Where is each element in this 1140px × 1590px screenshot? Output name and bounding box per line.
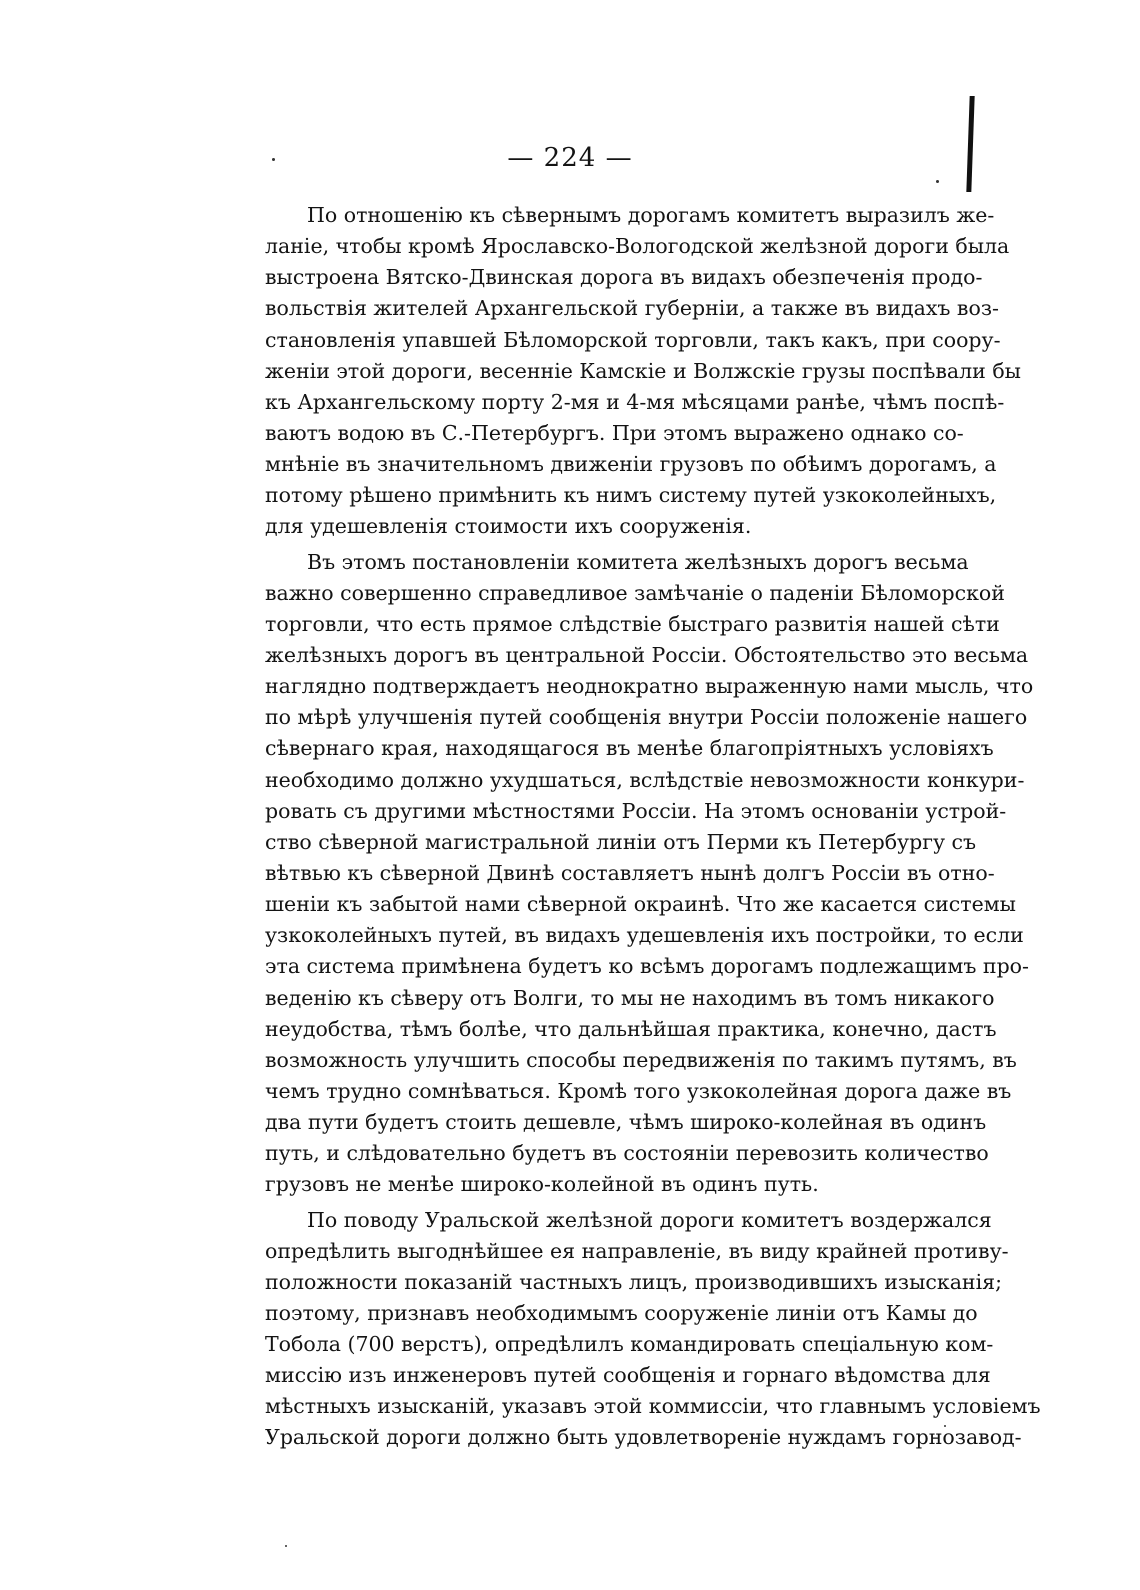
- text-line: два пути будетъ стоить дешевле, чѣмъ широко-колейная въ одинъ: [265, 1110, 987, 1135]
- text-line: По отношенію къ сѣвернымъ дорогамъ комитетъ выразилъ же-: [307, 203, 995, 227]
- text-line: мѣстныхъ изысканій, указавъ этой коммиссіи, что главнымъ условіемъ: [265, 1394, 1041, 1419]
- text-line: веденію къ сѣверу отъ Волги, то мы не находимъ въ томъ никакого: [265, 985, 995, 1010]
- scan-speck: [285, 1545, 287, 1547]
- text-line: необходимо должно ухудшаться, вслѣдствіе невозможности конкури-: [265, 767, 1025, 792]
- text-line: женіи этой дороги, весенніе Камскіе и Волжскіе грузы поспѣвали бы: [265, 358, 1021, 383]
- text-line: мнѣніе въ значительномъ движеніи грузовъ по обѣимъ дорогамъ, а: [265, 452, 997, 477]
- text-line: торговли, что есть прямое слѣдствіе быстраго развитія нашей сѣти: [265, 611, 1000, 636]
- text-line: эта система примѣнена будетъ ко всѣмъ дорогамъ подлежащимъ про-: [265, 954, 1029, 979]
- text-line: для удешевленія стоимости ихъ сооруженія.: [265, 514, 752, 539]
- paragraphs: [265, 200, 1041, 1454]
- text-line: важно совершенно справедливое замѣчаніе о паденіи Бѣломорской: [265, 580, 1005, 605]
- text-line: сѣвернаго края, находящагося въ менѣе благопріятныхъ условіяхъ: [265, 736, 994, 761]
- text-line: Уральской дороги должно быть удовлетвореніе нуждамъ горнозавод-: [265, 1425, 1022, 1450]
- text-line: по мѣрѣ улучшенія путей сообщенія внутри Россіи положеніе нашего: [265, 705, 1028, 730]
- text-line: грузовъ не менѣе широко-колейной въ одинъ путь.: [265, 1172, 819, 1197]
- text-line: становленія упавшей Бѣломорской торговли, такъ какъ, при соору-: [265, 327, 1001, 352]
- page-number: — 224 —: [507, 143, 633, 173]
- body-text: [265, 200, 1041, 1454]
- text-line: вѣтвью къ сѣверной Двинѣ составляетъ нынѣ долгъ Россіи въ отно-: [265, 860, 995, 885]
- paragraph: [265, 547, 1034, 1201]
- text-line: ланіе, чтобы кромѣ Ярославско-Вологодской желѣзной дороги была: [265, 234, 1010, 259]
- text-line: желѣзныхъ дорогъ въ центральной Россіи. Обстоятельство это весьма: [265, 642, 1029, 667]
- text-line: положности показаній частныхъ лицъ, производившихъ изысканія;: [265, 1269, 1002, 1294]
- text-line: возможность улучшить способы передвиженія по такимъ путямъ, въ: [265, 1047, 1017, 1072]
- text-line: поэтому, признавъ необходимымъ сооруженіе линіи отъ Камы до: [265, 1300, 978, 1325]
- text-line: Тобола (700 верстъ), опредѣлилъ командировать спеціальную ком-: [265, 1332, 994, 1357]
- text-line: потому рѣшено примѣнить къ нимъ систему путей узкоколейныхъ,: [265, 483, 997, 508]
- text-line: выстроена Вятско-Двинская дорога въ видахъ обезпеченія продо-: [265, 265, 983, 290]
- text-line: вольствія жителей Архангельской губерніи, а также въ видахъ воз-: [265, 296, 999, 321]
- text-line: наглядно подтверждаетъ неоднократно выраженную нами мысль, что: [265, 674, 1034, 699]
- paragraph: [265, 200, 1021, 543]
- text-line: къ Архангельскому порту 2-мя и 4-мя мѣсяцами ранѣе, чѣмъ поспѣ-: [265, 389, 1005, 414]
- text-line: опредѣлить выгоднѣйшее ея направленіе, въ виду крайней противу-: [265, 1238, 1009, 1263]
- text-line: шеніи къ забытой нами сѣверной окраинѣ. Что же касается системы: [265, 892, 1016, 917]
- text-line: ровать съ другими мѣстностями Россіи. На этомъ основаніи устрой-: [265, 798, 1007, 823]
- text-line: миссію изъ инженеровъ путей сообщенія и горнаго вѣдомства для: [265, 1363, 991, 1388]
- scan-speck: [936, 180, 939, 183]
- paragraph: [265, 1205, 1041, 1454]
- text-line: ваютъ водою въ С.-Петербургъ. При этомъ выражено однако со-: [265, 420, 964, 445]
- text-line: чемъ трудно сомнѣваться. Кромѣ того узкоколейная дорога даже въ: [265, 1078, 1012, 1103]
- text-line: По поводу Уральской желѣзной дороги комитетъ воздержался: [307, 1207, 992, 1232]
- text-line: Въ этомъ постановленіи комитета желѣзныхъ дорогъ весьма: [307, 549, 969, 574]
- text-line: узкоколейныхъ путей, въ видахъ удешевленія ихъ постройки, то если: [265, 923, 1024, 948]
- text-line: путь, и слѣдовательно будетъ въ состояніи перевозить количество: [265, 1141, 989, 1166]
- text-line: неудобства, тѣмъ болѣе, что дальнѣйшая практика, конечно, дастъ: [265, 1016, 997, 1041]
- text-line: ство сѣверной магистральной линіи отъ Перми къ Петербургу съ: [265, 829, 977, 854]
